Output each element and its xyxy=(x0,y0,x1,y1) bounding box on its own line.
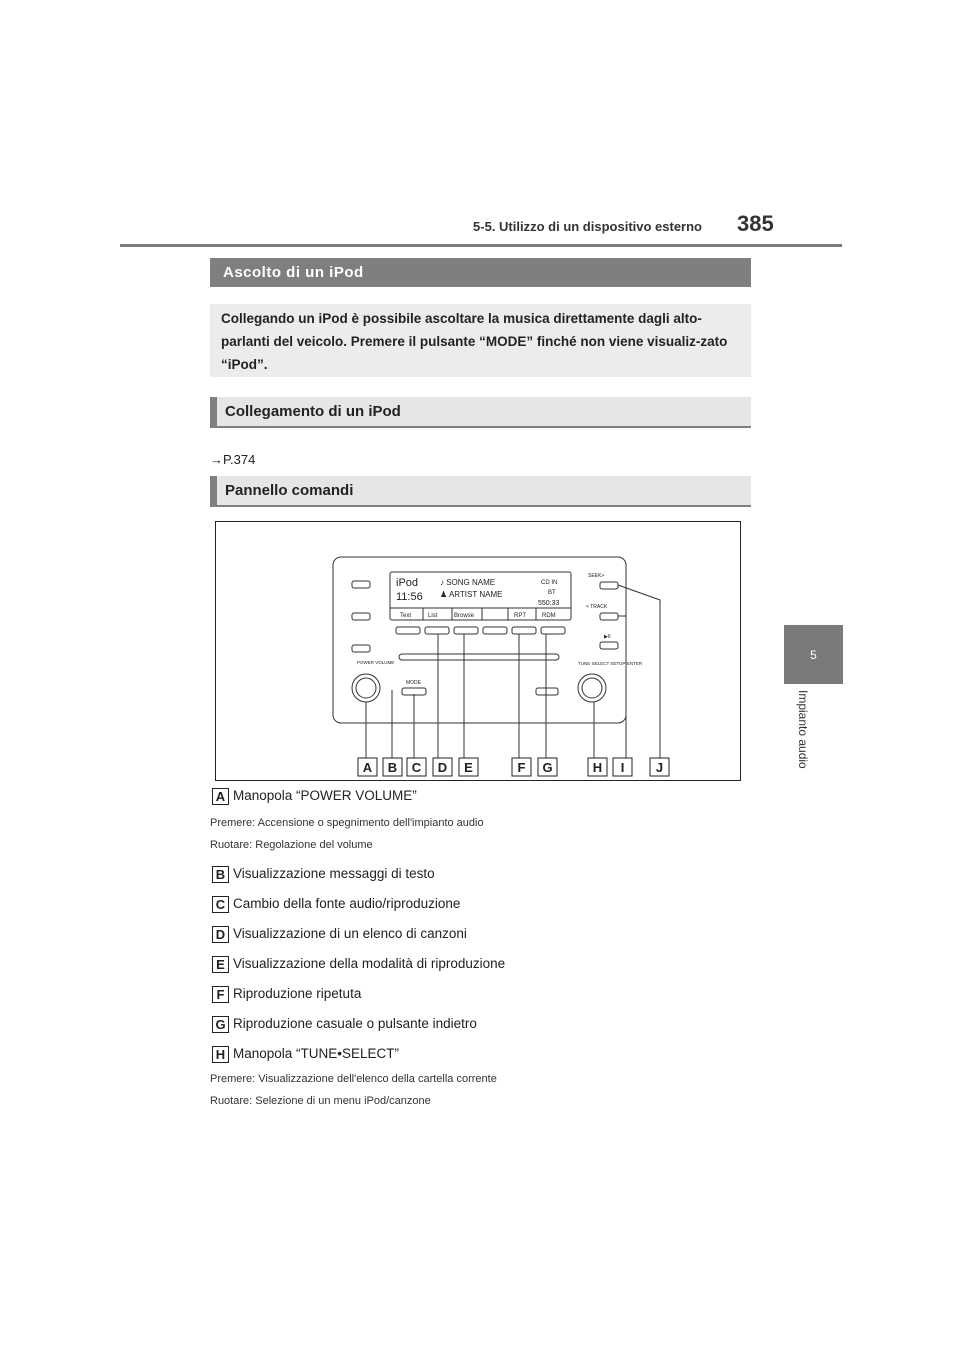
display-song: ♪ SONG NAME xyxy=(440,578,496,587)
label-play-pause: ▶II xyxy=(604,634,611,640)
label-mode: MODE xyxy=(406,680,421,686)
phone-button xyxy=(352,581,370,588)
svg-text:I: I xyxy=(620,760,625,775)
item-text-d: Visualizzazione di un elenco di canzoni xyxy=(233,926,467,941)
display-time: 550:33 xyxy=(538,600,560,607)
item-note: Ruotare: Regolazione del volume xyxy=(210,839,373,851)
leader-i xyxy=(618,616,626,758)
softkey-label-text: Text xyxy=(400,613,412,619)
svg-text:A: A xyxy=(362,760,373,775)
item-text-e: Visualizzazione della modalità di riproduzione xyxy=(233,956,506,971)
item-badge-e: E xyxy=(212,956,229,973)
svg-text:F: F xyxy=(517,760,526,775)
display-clock: 11:56 xyxy=(396,591,423,603)
softkey-3 xyxy=(454,627,478,634)
display-bt-badge: BT xyxy=(548,590,556,596)
track-button xyxy=(600,613,618,620)
item-badge-g: G xyxy=(212,1016,229,1033)
softkey-label-rpt: RPT xyxy=(514,613,526,619)
softkey-label-rdm: RDM xyxy=(542,613,556,619)
control-panel-svg xyxy=(216,522,740,780)
callout-g xyxy=(538,758,557,776)
subsection-title-connect: Collegamento di un iPod xyxy=(210,397,751,428)
callout-h xyxy=(588,758,607,776)
item-text-c: Cambio della fonte audio/riproduzione xyxy=(233,896,461,911)
item-text-f: Riproduzione ripetuta xyxy=(233,986,362,1001)
mode-button xyxy=(402,688,426,695)
item-badge-b: B xyxy=(212,866,229,883)
item-badge-c: C xyxy=(212,896,229,913)
callout-b xyxy=(383,758,402,776)
svg-text:C: C xyxy=(411,760,422,775)
softkey-5 xyxy=(512,627,536,634)
play-pause-button xyxy=(600,642,618,649)
control-panel-figure xyxy=(215,521,741,781)
callout-f xyxy=(512,758,531,776)
callout-j xyxy=(650,758,669,776)
callout-c xyxy=(407,758,426,776)
setup-button xyxy=(536,688,558,695)
svg-text:E: E xyxy=(464,760,473,775)
subsection-title-panel: Pannello comandi xyxy=(210,476,751,507)
svg-text:G: G xyxy=(542,760,553,775)
svg-text:J: J xyxy=(655,760,664,775)
item-text-b: Visualizzazione messaggi di testo xyxy=(233,866,435,881)
softkey-label-browse: Browse xyxy=(454,613,475,619)
item-note: Premere: Visualizzazione dell'elenco della cartella corrente xyxy=(210,1073,497,1085)
softkey-6 xyxy=(541,627,565,634)
callout-a xyxy=(358,758,377,776)
seek-button xyxy=(600,582,618,589)
item-note: Premere: Accensione o spegnimento dell'impianto audio xyxy=(210,817,484,829)
header-rule xyxy=(120,244,842,247)
softkey-4 xyxy=(483,627,507,634)
label-track: < TRACK xyxy=(586,604,608,610)
item-text-a: Manopola “POWER VOLUME” xyxy=(233,788,417,803)
intro-box: Collegando un iPod è possibile ascoltare la musica direttamente dagli alto-parlanti del veicolo. Premere il pulsante “MODE” finché non viene visualiz-zato “iPod”. xyxy=(210,304,751,377)
page-title: Ascolto di un iPod xyxy=(210,258,751,287)
eject-button xyxy=(352,645,370,652)
label-tune-select: TUNE·SELECT SETUP·ENTER xyxy=(578,661,643,666)
softkey-label-list: List xyxy=(428,613,438,619)
page-reference-link[interactable]: →P.374 xyxy=(210,452,256,467)
page-number: 385 xyxy=(737,211,774,236)
svg-text:D: D xyxy=(437,760,448,775)
chapter-label: Impianto audio xyxy=(796,690,810,769)
cd-slot xyxy=(399,654,559,660)
item-note: Ruotare: Selezione di un menu iPod/canzone xyxy=(210,1095,431,1107)
item-badge-a: A xyxy=(212,788,229,805)
display-cd-badge: CD IN xyxy=(541,580,558,586)
label-seek: SEEK> xyxy=(588,573,605,579)
item-badge-f: F xyxy=(212,986,229,1003)
label-power-volume: POWER VOLUME xyxy=(357,660,395,665)
hangup-button xyxy=(352,613,370,620)
item-badge-h: H xyxy=(212,1046,229,1063)
softkey-1 xyxy=(396,627,420,634)
callout-i xyxy=(613,758,632,776)
display-artist: ♟ ARTIST NAME xyxy=(440,590,503,599)
callout-d xyxy=(433,758,452,776)
svg-text:B: B xyxy=(387,760,398,775)
item-text-g: Riproduzione casuale o pulsante indietro xyxy=(233,1016,477,1031)
leader-j xyxy=(618,585,660,758)
display-source: iPod xyxy=(396,577,419,589)
item-text-h: Manopola “TUNE•SELECT” xyxy=(233,1046,400,1061)
softkey-2 xyxy=(425,627,449,634)
item-badge-d: D xyxy=(212,926,229,943)
section-header: 5-5. Utilizzo di un dispositivo esterno xyxy=(473,219,702,234)
callout-e xyxy=(459,758,478,776)
svg-text:H: H xyxy=(592,760,603,775)
chapter-tab: 5 xyxy=(784,625,843,684)
